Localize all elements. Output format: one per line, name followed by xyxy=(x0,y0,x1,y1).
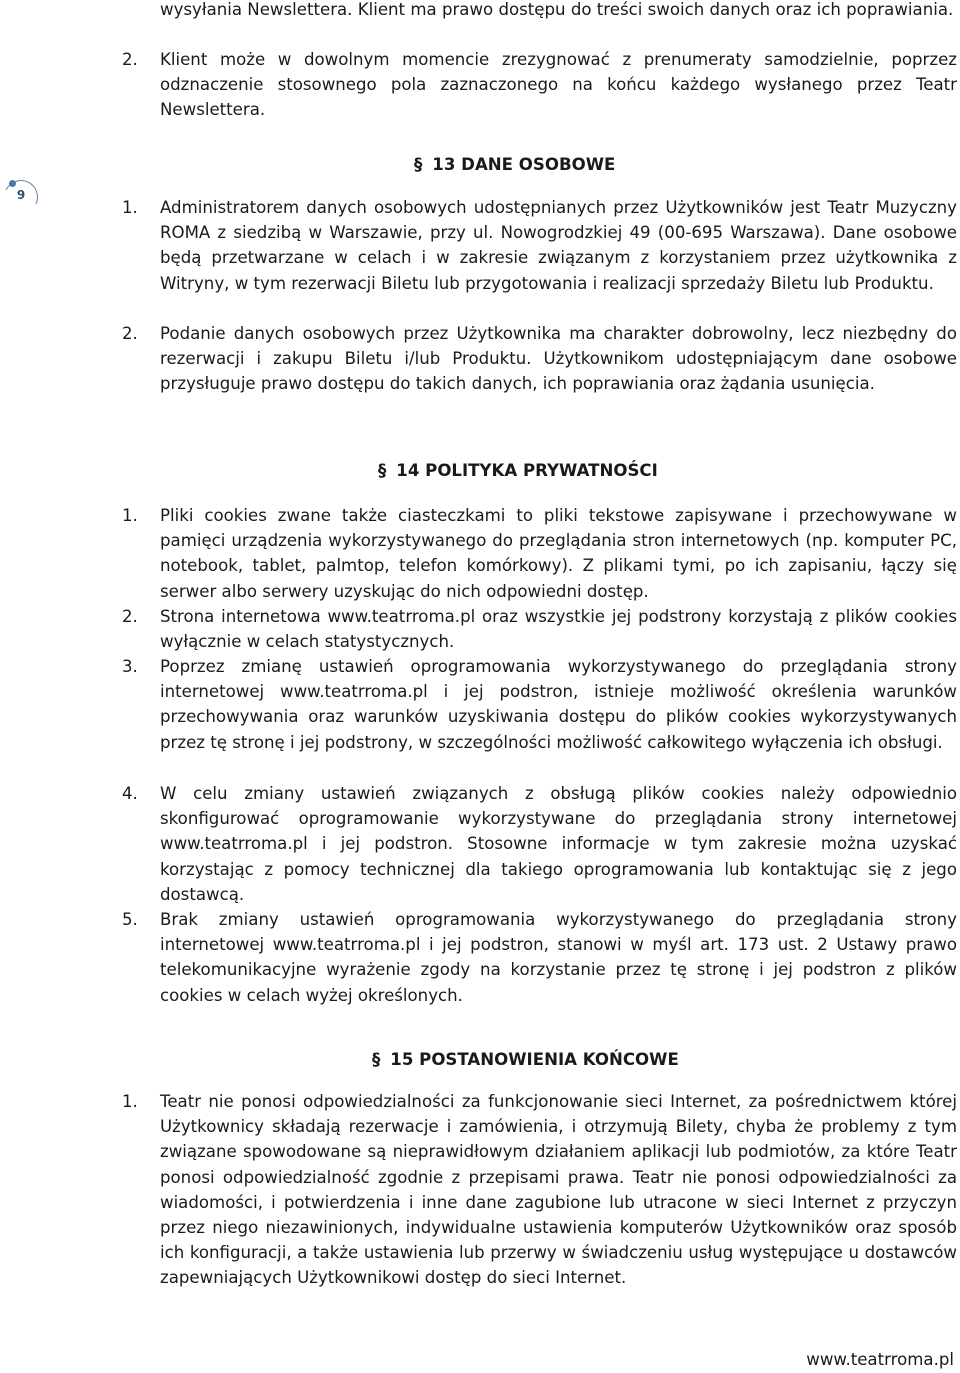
section-13-item-1-text: Administratorem danych osobowych udostępnianych przez Użytkowników jest Teatr Muzyczny ROMA z siedzibą w Warszawie, przy ul. Nowogrodzkiej 49 (00-695 Warszawa). Dane osobowe będą przetwarzane w celach i w zakresie związanym z korzystaniem przez użytkownika z Witryny, w tym rezerwacji Biletu lub przygotowania i realizacji sprzedaży Biletu lub Produktu. xyxy=(160,198,957,293)
section-heading-14 xyxy=(378,458,658,483)
section-symbol: § xyxy=(372,1050,381,1069)
section-14-item-4-text: W celu zmiany ustawień związanych z obsługą plików cookies należy odpowiednio skonfigurować oprogramowanie wykorzystywane do przeglądania strony internetowej www.teatrroma.pl i jej podstron. Stosowne informacje w tym zakresie można uzyskać korzystając z pomocy technicznej dla takiego oprogramowania lub kontaktując się z jego dostawcą. xyxy=(160,784,957,904)
intro-item-text: Klient może w dowolnym momencie zrezygnować z prenumeraty samodzielnie, poprzez odznaczenie stosownego pola zaznaczonego na końcu każdego wysłanego przez Teatr Newslettera. xyxy=(160,50,957,120)
section-14-item-3-number: 3. xyxy=(122,657,138,676)
section-15-item-1-text: Teatr nie ponosi odpowiedzialności za funkcjonowanie sieci Internet, za pośrednictwem której Użytkownicy składają rezerwacje i zamówienia, i otrzymują Bilety, chyba że problemy z tym związane spowodowane są nieprawidłowym działaniem aplikacji lub podmiotów, za które Teatr ponosi odpowiedzialność zgodnie z przepisami prawa. Teatr nie ponosi odpowiedzialności za wiadomości, i potwierdzenia i inne dane zagubione lub utracone w sieci Internet z przyczyn przez niego niezawinionych, indywidualne ustawienia komputerów Użytkowników oraz sposób ich konfiguracji, a także ustawienia lub przerwy w świadczeniu usług występujące u dostawców zapewniających Użytkownikowi dostęp do sieci Internet. xyxy=(160,1092,957,1288)
section-14-item-4-number: 4. xyxy=(122,784,138,803)
section-14-item-5-text: Brak zmiany ustawień oprogramowania wykorzystywanego do przeglądania strony internetowej www.teatrroma.pl i jej podstron, stanowi w myśl art. 173 ust. 2 Ustawy prawo telekomunikacyjne wyrażenie zgody na korzystanie przez tę stronę i jej podstron z plików cookies w celach wyżej określonych. xyxy=(160,910,957,1005)
section-14-item-2-text: Strona internetowa www.teatrroma.pl oraz wszystkie jej podstrony korzystają z plików cookies wyłącznie w celach statystycznych. xyxy=(160,607,957,652)
section-symbol: § xyxy=(378,461,387,480)
intro-item-number: 2. xyxy=(122,50,138,69)
section-14-item-2-number: 2. xyxy=(122,607,138,626)
section-13-item-1-number: 1. xyxy=(122,198,138,217)
section-15-item-1-number: 1. xyxy=(122,1092,138,1111)
section-heading-text: 13 DANE OSOBOWE xyxy=(432,155,616,174)
page-number-badge xyxy=(4,180,38,214)
section-heading-text: 14 POLITYKA PRYWATNOŚCI xyxy=(396,461,658,480)
intro-paragraph: wysyłania Newslettera. Klient ma prawo dostępu do treści swoich danych oraz ich poprawiania. xyxy=(160,0,954,19)
badge-dot-decoration xyxy=(9,180,16,187)
section-13-item-2-number: 2. xyxy=(122,324,138,343)
section-symbol: § xyxy=(414,155,423,174)
footer-url: www.teatrroma.pl xyxy=(806,1350,954,1369)
section-heading-13 xyxy=(414,152,615,177)
section-heading-text: 15 POSTANOWIENIA KOŃCOWE xyxy=(390,1050,679,1069)
section-heading-15 xyxy=(372,1047,679,1072)
section-14-item-5-number: 5. xyxy=(122,910,138,929)
section-14-item-1-number: 1. xyxy=(122,506,138,525)
section-14-item-3-text: Poprzez zmianę ustawień oprogramowania wykorzystywanego do przeglądania strony internetowej www.teatrroma.pl i jej podstron, istnieje możliwość określenia warunków przechowywania oraz warunków uzyskiwania dostępu do plików cookies wykorzystywanych przez tę stronę i jej podstrony, w szczególności możliwość całkowitego wyłączenia ich obsługi. xyxy=(160,657,957,752)
section-13-item-2-text: Podanie danych osobowych przez Użytkownika ma charakter dobrowolny, lecz niezbędny do rezerwacji i zakupu Biletu i/lub Produktu. Użytkownikom udostępniającym dane osobowe przysługuje prawo dostępu do takich danych, ich poprawiania oraz żądania usunięcia. xyxy=(160,324,957,394)
page-number: 9 xyxy=(16,188,26,202)
section-14-item-1-text: Pliki cookies zwane także ciasteczkami to pliki tekstowe zapisywane i przechowywane w pamięci urządzenia wykorzystywanego do przeglądania stron internetowych (np. komputer PC, notebook, tablet, palmtop, telefon komórkowy). Z plikami tymi, po ich zapisaniu, łączy się serwer albo serwery uzyskując do nich odpowiedni dostęp. xyxy=(160,506,957,601)
